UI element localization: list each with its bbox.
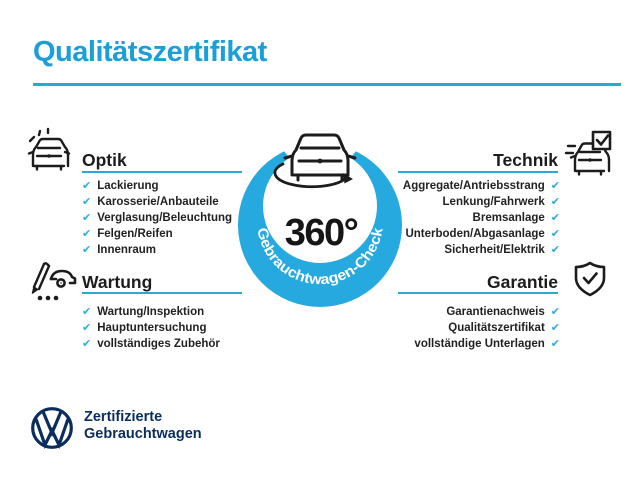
checklist-garantie	[414, 304, 560, 352]
list-item: Unterboden/Abgasanlage ✔	[405, 227, 560, 240]
section-heading-technik: Technik	[493, 150, 558, 170]
badge-ring-label: Gebrauchtwagen-Check	[253, 226, 387, 289]
badge-360	[235, 128, 405, 310]
list-item: ✔ Hauptuntersuchung	[82, 321, 207, 334]
badge-degrees: 360°	[284, 212, 358, 254]
checklist-technik	[403, 178, 560, 258]
check-icon: ✔	[82, 321, 92, 334]
service-checklist-icon	[25, 257, 73, 305]
section-divider-garantie	[398, 292, 558, 294]
brand-line2: Gebrauchtwagen	[84, 425, 202, 442]
list-item: Aggregate/Antriebsstrang ✔	[402, 179, 560, 192]
list-item: ✔ vollständiges Zubehör	[82, 337, 220, 350]
list-item: ✔ Wartung/Inspektion	[82, 305, 205, 318]
list-item: ✔ Felgen/Reifen	[82, 227, 173, 240]
check-icon: ✔	[550, 195, 560, 208]
list-item: Bremsanlage ✔	[472, 211, 560, 224]
page-title: Qualitätszertifikat	[33, 36, 267, 68]
section-divider-optik	[82, 171, 242, 173]
list-item: ✔ Verglasung/Beleuchtung	[82, 211, 233, 224]
checklist-wartung	[82, 304, 220, 352]
check-icon: ✔	[82, 211, 92, 224]
check-icon: ✔	[82, 179, 92, 192]
vw-logo	[30, 406, 74, 450]
check-icon: ✔	[550, 179, 560, 192]
check-icon: ✔	[82, 305, 92, 318]
list-item: ✔ Karosserie/Anbauteile	[82, 195, 219, 208]
check-icon: ✔	[82, 227, 92, 240]
car-checkbox-icon	[566, 130, 614, 178]
list-item: vollständige Unterlagen ✔	[414, 337, 560, 350]
list-item: Sicherheit/Elektrik ✔	[444, 243, 560, 256]
list-item: Garantienachweis ✔	[446, 305, 560, 318]
checklist-optik	[82, 178, 232, 258]
check-icon: ✔	[82, 243, 92, 256]
check-icon: ✔	[550, 337, 560, 350]
check-icon: ✔	[550, 227, 560, 240]
list-item: Lenkung/Fahrwerk ✔	[442, 195, 560, 208]
section-heading-optik: Optik	[82, 150, 127, 170]
check-icon: ✔	[550, 211, 560, 224]
shiny-car-icon	[26, 128, 72, 174]
check-icon: ✔	[550, 305, 560, 318]
section-divider-wartung	[82, 292, 242, 294]
section-heading-garantie: Garantie	[487, 272, 558, 292]
list-item: ✔ Innenraum	[82, 243, 157, 256]
title-divider	[33, 83, 621, 86]
brand-wordmark	[84, 409, 202, 442]
check-icon: ✔	[550, 321, 560, 334]
list-item: Qualitätszertifikat ✔	[448, 321, 560, 334]
check-icon: ✔	[82, 337, 92, 350]
shield-check-icon	[573, 261, 607, 297]
check-icon: ✔	[82, 195, 92, 208]
section-divider-technik	[398, 171, 558, 173]
check-icon: ✔	[550, 243, 560, 256]
list-item: ✔ Lackierung	[82, 179, 159, 192]
brand-line1: Zertifizierte	[84, 409, 163, 425]
section-heading-wartung: Wartung	[82, 272, 153, 292]
